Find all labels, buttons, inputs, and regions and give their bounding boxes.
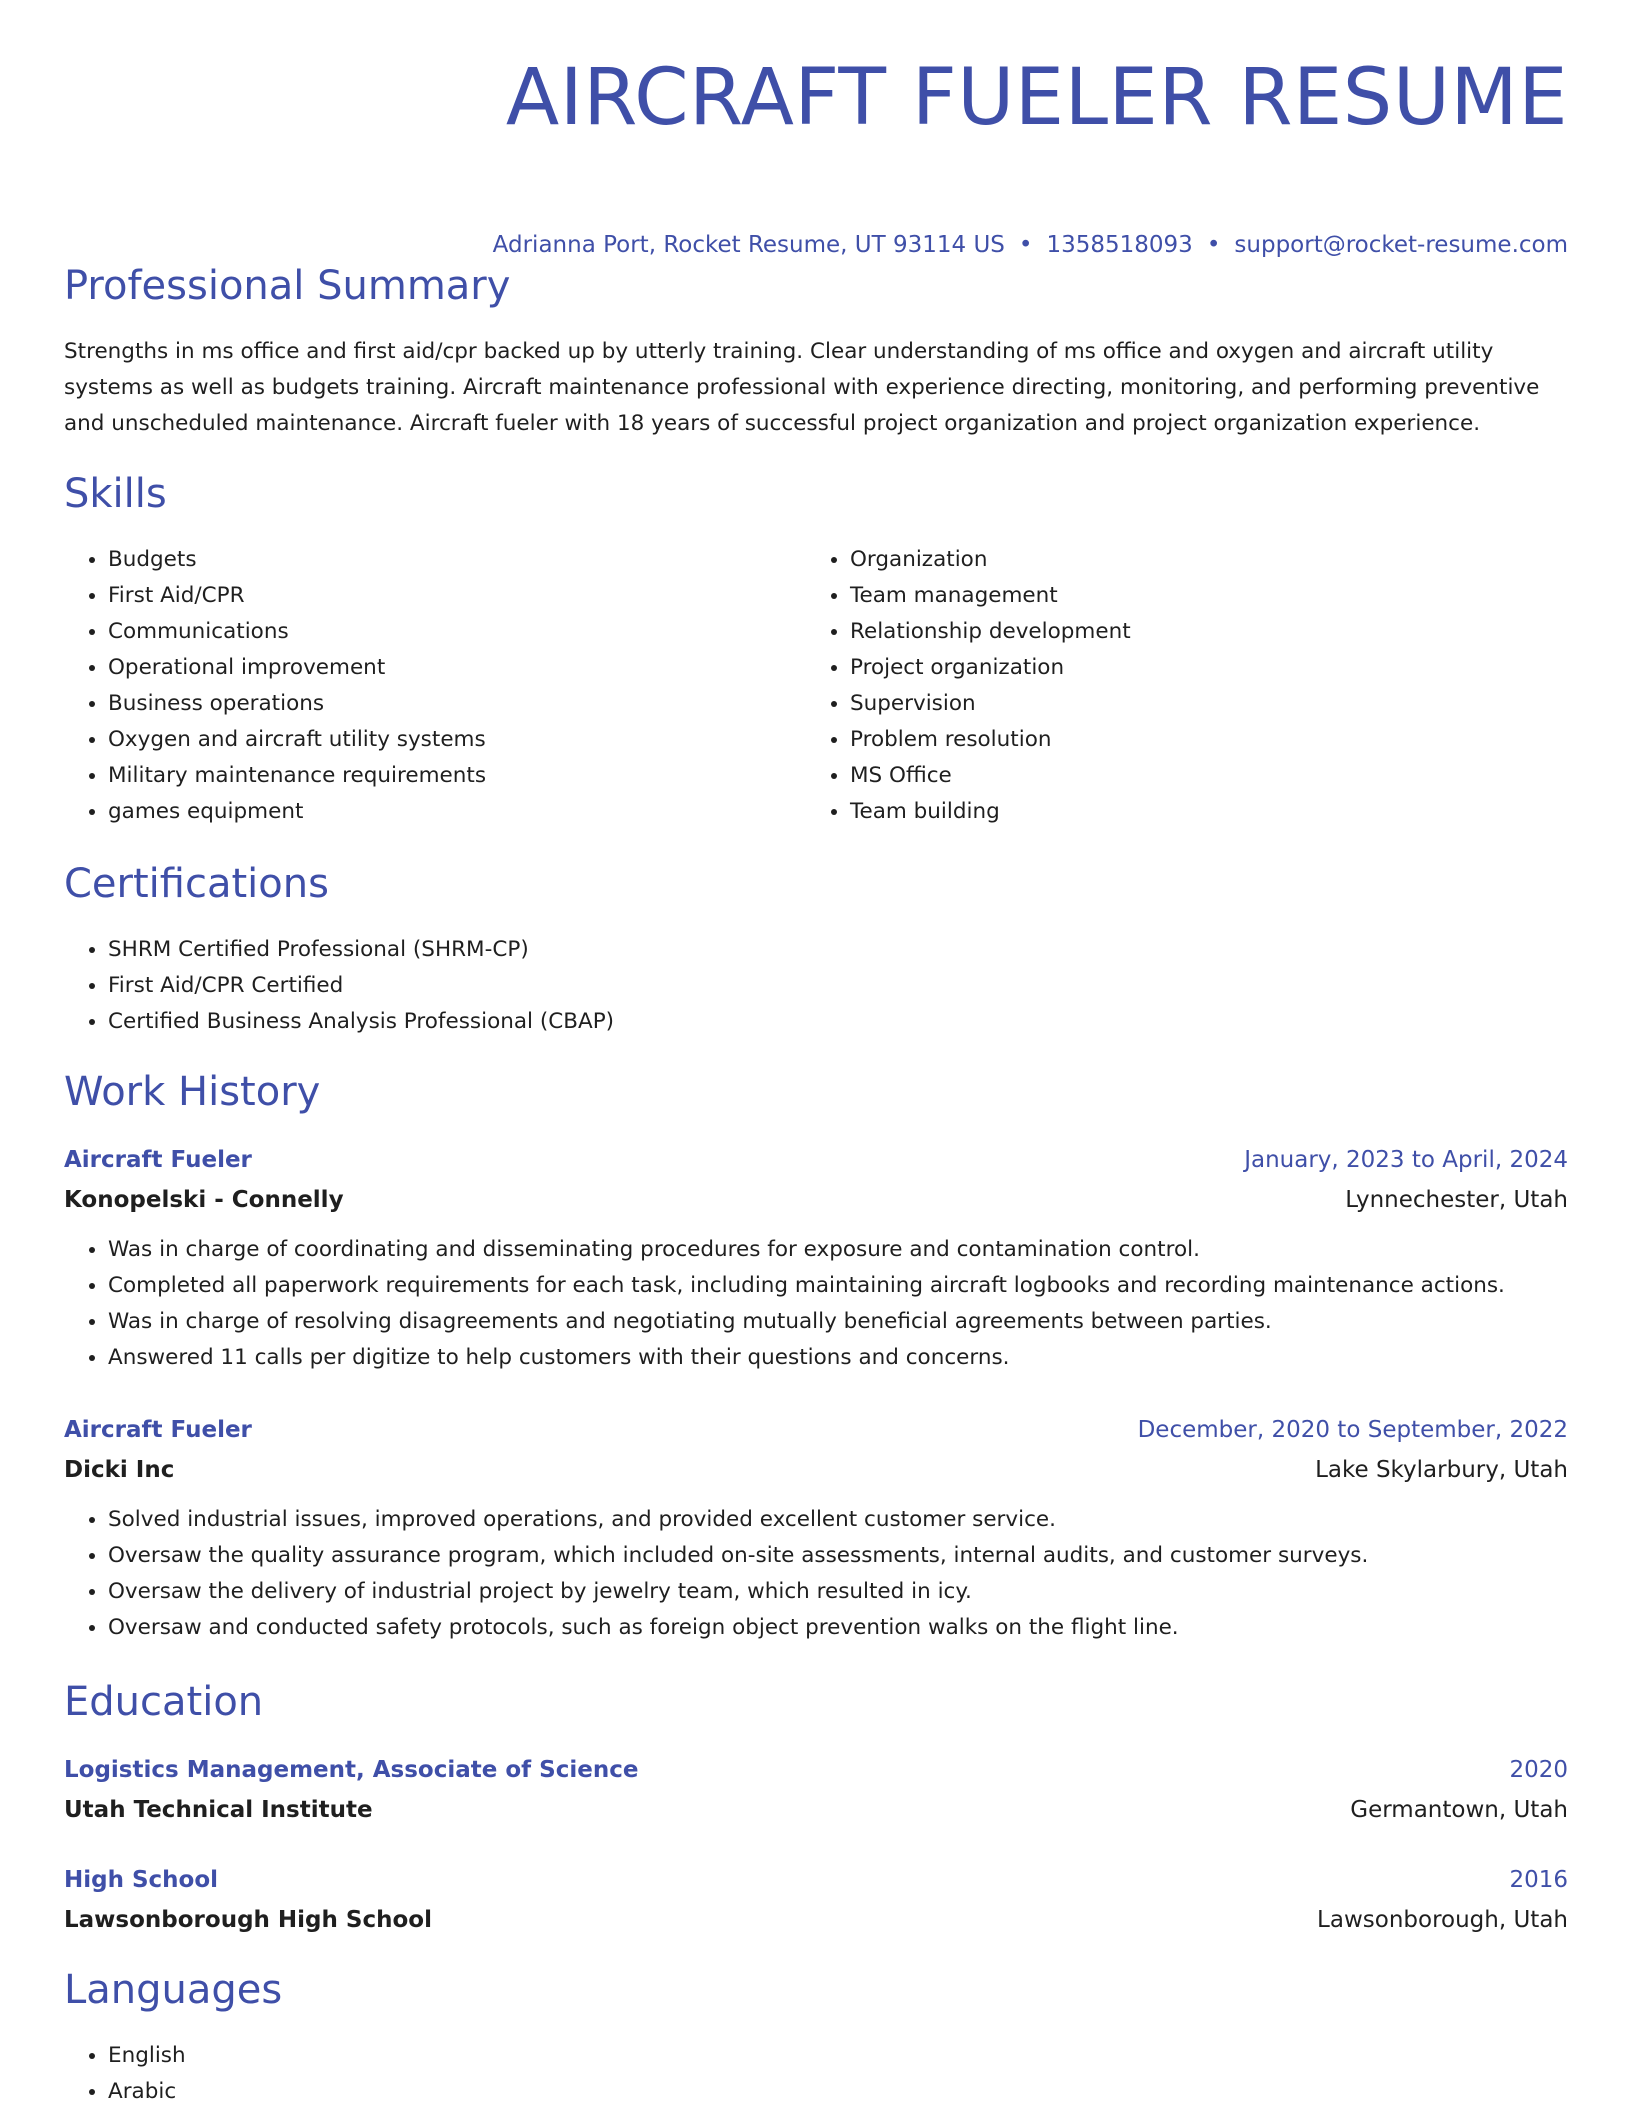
education-location: Germantown, Utah <box>1350 1797 1568 1823</box>
languages-list <box>64 2038 186 2110</box>
contact-separator: • <box>1018 232 1033 258</box>
list-item: • Completed all paperwork requirements for each task, including maintaining aircraft logbooks and recording maintenance actions. <box>108 1268 1568 1304</box>
summary-text: Strengths in ms office and first aid/cpr backed up by utterly training. Clear understanding of ms office and oxygen and aircraft utility systems as well as budgets training. Aircraft maintenance professional with experience directing, monitoring, and performing preventive and unscheduled maintenance. Aircraft fueler with 18 years of successful project organization and project organization experience. <box>64 339 1540 436</box>
section-title-languages: Languages <box>64 1967 283 2013</box>
skills-list-left <box>64 542 486 830</box>
skills-list-right <box>806 542 1131 830</box>
education-school: Lawsonborough High School <box>64 1907 432 1933</box>
contact-phone: 1358518093 <box>1046 232 1193 258</box>
list-item: • MS Office <box>850 758 1131 794</box>
job-location: Lynnechester, Utah <box>1345 1187 1568 1213</box>
resume-page <box>64 0 1568 2104</box>
list-item: • Oversaw and conducted safety protocols, such as foreign object prevention walks on the flight line. <box>108 1610 1568 1646</box>
list-item: • Communications <box>108 614 486 650</box>
list-item: • Budgets <box>108 542 486 578</box>
list-item: • Oversaw the delivery of industrial project by jewelry team, which resulted in icy. <box>108 1574 1568 1610</box>
contact-email: support@rocket-resume.com <box>1234 232 1568 258</box>
list-item: • games equipment <box>108 794 486 830</box>
list-item: • Supervision <box>850 686 1131 722</box>
list-item: • First Aid/CPR <box>108 578 486 614</box>
list-item: • Oxygen and aircraft utility systems <box>108 722 486 758</box>
job-bullets <box>64 1232 1568 1376</box>
list-item: • First Aid/CPR Certified <box>108 968 614 1004</box>
list-item: • Problem resolution <box>850 722 1131 758</box>
education-entry <box>64 1860 1568 1940</box>
resume-title: AIRCRAFT FUELER RESUME <box>505 53 1568 143</box>
job-dates: December, 2020 to September, 2022 <box>1137 1417 1568 1443</box>
list-item: • Certified Business Analysis Professional (CBAP) <box>108 1004 614 1040</box>
education-degree: High School <box>64 1867 219 1893</box>
list-item: • Team management <box>850 578 1131 614</box>
job-company: Konopelski - Connelly <box>64 1187 344 1213</box>
contact-separator: • <box>1206 232 1221 258</box>
job-location: Lake Skylarbury, Utah <box>1315 1457 1568 1483</box>
list-item: • Project organization <box>850 650 1131 686</box>
list-item: • Was in charge of resolving disagreements and negotiating mutually beneficial agreements between parties. <box>108 1304 1568 1340</box>
list-item: • SHRM Certified Professional (SHRM-CP) <box>108 932 614 968</box>
list-item: • Operational improvement <box>108 650 486 686</box>
list-item: • Relationship development <box>850 614 1131 650</box>
list-item: • Arabic <box>108 2074 186 2110</box>
education-location: Lawsonborough, Utah <box>1317 1907 1568 1933</box>
list-item: • Was in charge of coordinating and disseminating procedures for exposure and contamination control. <box>108 1232 1568 1268</box>
job-role: Aircraft Fueler <box>64 1417 252 1443</box>
education-school: Utah Technical Institute <box>64 1797 373 1823</box>
education-year: 2020 <box>1509 1757 1568 1783</box>
job-company: Dicki Inc <box>64 1457 175 1483</box>
certifications-list <box>64 932 614 1040</box>
education-entry <box>64 1750 1568 1830</box>
list-item: • Answered 11 calls per digitize to help customers with their questions and concerns. <box>108 1340 1568 1376</box>
section-title-summary: Professional Summary <box>64 263 511 309</box>
education-degree: Logistics Management, Associate of Science <box>64 1757 639 1783</box>
list-item: • Solved industrial issues, improved operations, and provided excellent customer service. <box>108 1502 1568 1538</box>
job-bullets <box>64 1502 1568 1646</box>
section-title-education: Education <box>64 1679 264 1725</box>
list-item: • Business operations <box>108 686 486 722</box>
section-title-skills: Skills <box>64 471 167 517</box>
section-title-work-history: Work History <box>64 1069 321 1115</box>
job-role: Aircraft Fueler <box>64 1147 252 1173</box>
job-dates: January, 2023 to April, 2024 <box>1244 1147 1568 1173</box>
section-title-certifications: Certifications <box>64 861 329 907</box>
list-item: • Military maintenance requirements <box>108 758 486 794</box>
list-item: • English <box>108 2038 186 2074</box>
list-item: • Team building <box>850 794 1131 830</box>
list-item: • Oversaw the quality assurance program, which included on-site assessments, internal audits, and customer surveys. <box>108 1538 1568 1574</box>
work-entry <box>64 1140 1568 1376</box>
list-item: • Organization <box>850 542 1131 578</box>
education-year: 2016 <box>1509 1867 1568 1893</box>
contact-line <box>64 230 1568 260</box>
work-entry <box>64 1410 1568 1646</box>
contact-address: Adrianna Port, Rocket Resume, UT 93114 US <box>492 232 1005 258</box>
